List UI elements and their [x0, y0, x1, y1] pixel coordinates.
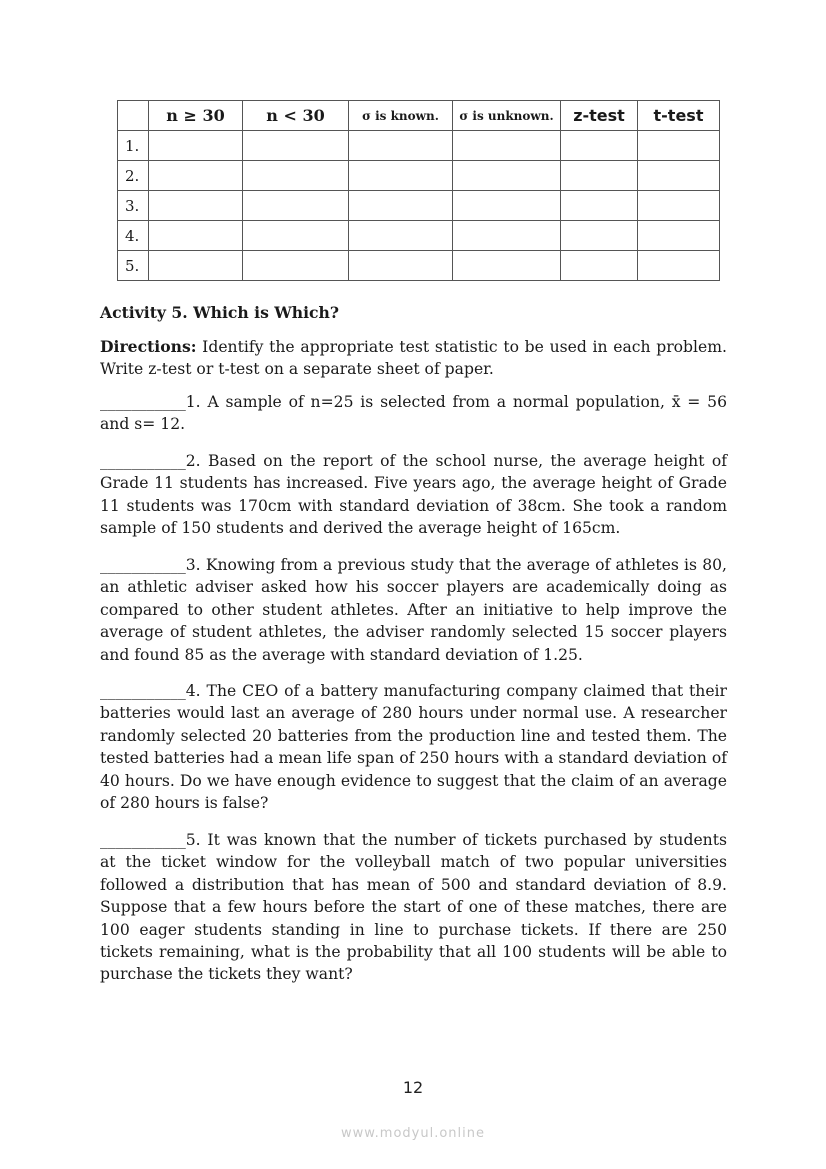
answer-blank[interactable]: ___________: [100, 452, 186, 470]
table-cell[interactable]: [349, 131, 453, 161]
table-cell[interactable]: [561, 221, 638, 251]
problem-item-2: [100, 450, 727, 540]
table-cell[interactable]: [561, 161, 638, 191]
directions-text: Identify the appropriate test statistic to be used in each problem. Write z-test or t-test on a separate sheet of paper.: [100, 338, 727, 379]
table-cell[interactable]: [349, 191, 453, 221]
table-cell[interactable]: [349, 251, 453, 281]
table-row: [118, 131, 720, 161]
table-cell[interactable]: [638, 251, 720, 281]
problem-text: 3. Knowing from a previous study that the average of athletes is 80, an athletic adviser asked how his soccer players are academically doing as compared to other student athletes. After an initiative to help improve the average of student athletes, the adviser randomly selected 15 soccer players and found 85 as the average with standard deviation of 1.25.: [100, 556, 727, 664]
table-cell[interactable]: [243, 221, 349, 251]
table-cell[interactable]: [638, 131, 720, 161]
header-n-lt-30: n < 30: [243, 101, 349, 131]
table-row: [118, 251, 720, 281]
answer-blank[interactable]: ___________: [100, 556, 186, 574]
row-number: 5.: [118, 251, 149, 281]
table-cell[interactable]: [149, 251, 243, 281]
table-row: [118, 191, 720, 221]
row-number: 1.: [118, 131, 149, 161]
table-cell[interactable]: [243, 191, 349, 221]
problem-text: 4. The CEO of a battery manufacturing company claimed that their batteries would last an average of 280 hours under normal use. A researcher randomly selected 20 batteries from the production line and tested them. The tested batteries had a mean life span of 250 hours with a standard deviation of 40 hours. Do we have enough evidence to suggest that the claim of an average of 280 hours is false?: [100, 682, 727, 813]
header-z-test: z-test: [561, 101, 638, 131]
table-cell[interactable]: [453, 161, 561, 191]
table-header-row: [118, 101, 720, 131]
answer-blank[interactable]: ___________: [100, 393, 186, 411]
table-cell[interactable]: [453, 131, 561, 161]
answer-table: [117, 100, 720, 281]
problem-item-4: [100, 680, 727, 814]
table-cell[interactable]: [349, 221, 453, 251]
table-cell[interactable]: [243, 131, 349, 161]
directions: [100, 336, 727, 381]
problem-text: 1. A sample of n=25 is selected from a normal population, x̄ = 56 and s= 12.: [100, 393, 727, 434]
problem-item-1: [100, 391, 727, 436]
answer-blank[interactable]: ___________: [100, 682, 186, 700]
watermark: www.modyul.online: [340, 1126, 486, 1141]
table-cell[interactable]: [638, 191, 720, 221]
table-cell[interactable]: [561, 131, 638, 161]
table-cell[interactable]: [149, 191, 243, 221]
problem-item-5: [100, 829, 727, 986]
table-cell[interactable]: [243, 251, 349, 281]
table-cell[interactable]: [561, 191, 638, 221]
table-cell[interactable]: [243, 161, 349, 191]
header-corner: [118, 101, 149, 131]
table-cell[interactable]: [453, 191, 561, 221]
table-cell[interactable]: [149, 221, 243, 251]
table-cell[interactable]: [453, 221, 561, 251]
table-cell[interactable]: [453, 251, 561, 281]
header-sigma-known: σ is known.: [349, 101, 453, 131]
table-cell[interactable]: [149, 131, 243, 161]
row-number: 3.: [118, 191, 149, 221]
answer-blank[interactable]: ___________: [100, 831, 186, 849]
activity-heading: Activity 5. Which is Which?: [100, 303, 340, 322]
table-cell[interactable]: [638, 161, 720, 191]
table-row: [118, 161, 720, 191]
table-cell[interactable]: [149, 161, 243, 191]
row-number: 2.: [118, 161, 149, 191]
problem-item-3: [100, 554, 727, 666]
page-number: 12: [402, 1078, 424, 1097]
table-cell[interactable]: [561, 251, 638, 281]
table-row: [118, 221, 720, 251]
header-sigma-unknown: σ is unknown.: [453, 101, 561, 131]
table-cell[interactable]: [349, 161, 453, 191]
table-cell[interactable]: [638, 221, 720, 251]
header-t-test: t-test: [638, 101, 720, 131]
problem-text: 5. It was known that the number of tickets purchased by students at the ticket window for the volleyball match of two popular universities followed a distribution that has mean of 500 and standard deviation of 8.9. Suppose that a few hours before the start of one of these matches, there are 100 eager students standing in line to purchase tickets. If there are 250 tickets remaining, what is the probability that all 100 students will be able to purchase the tickets they want?: [100, 831, 727, 984]
problem-text: 2. Based on the report of the school nurse, the average height of Grade 11 students has increased. Five years ago, the average height of Grade 11 students was 170cm with standard deviation of 38cm. She took a random sample of 150 students and derived the average height of 165cm.: [100, 452, 727, 538]
header-n-ge-30: n ≥ 30: [149, 101, 243, 131]
directions-label: Directions:: [100, 337, 197, 356]
row-number: 4.: [118, 221, 149, 251]
